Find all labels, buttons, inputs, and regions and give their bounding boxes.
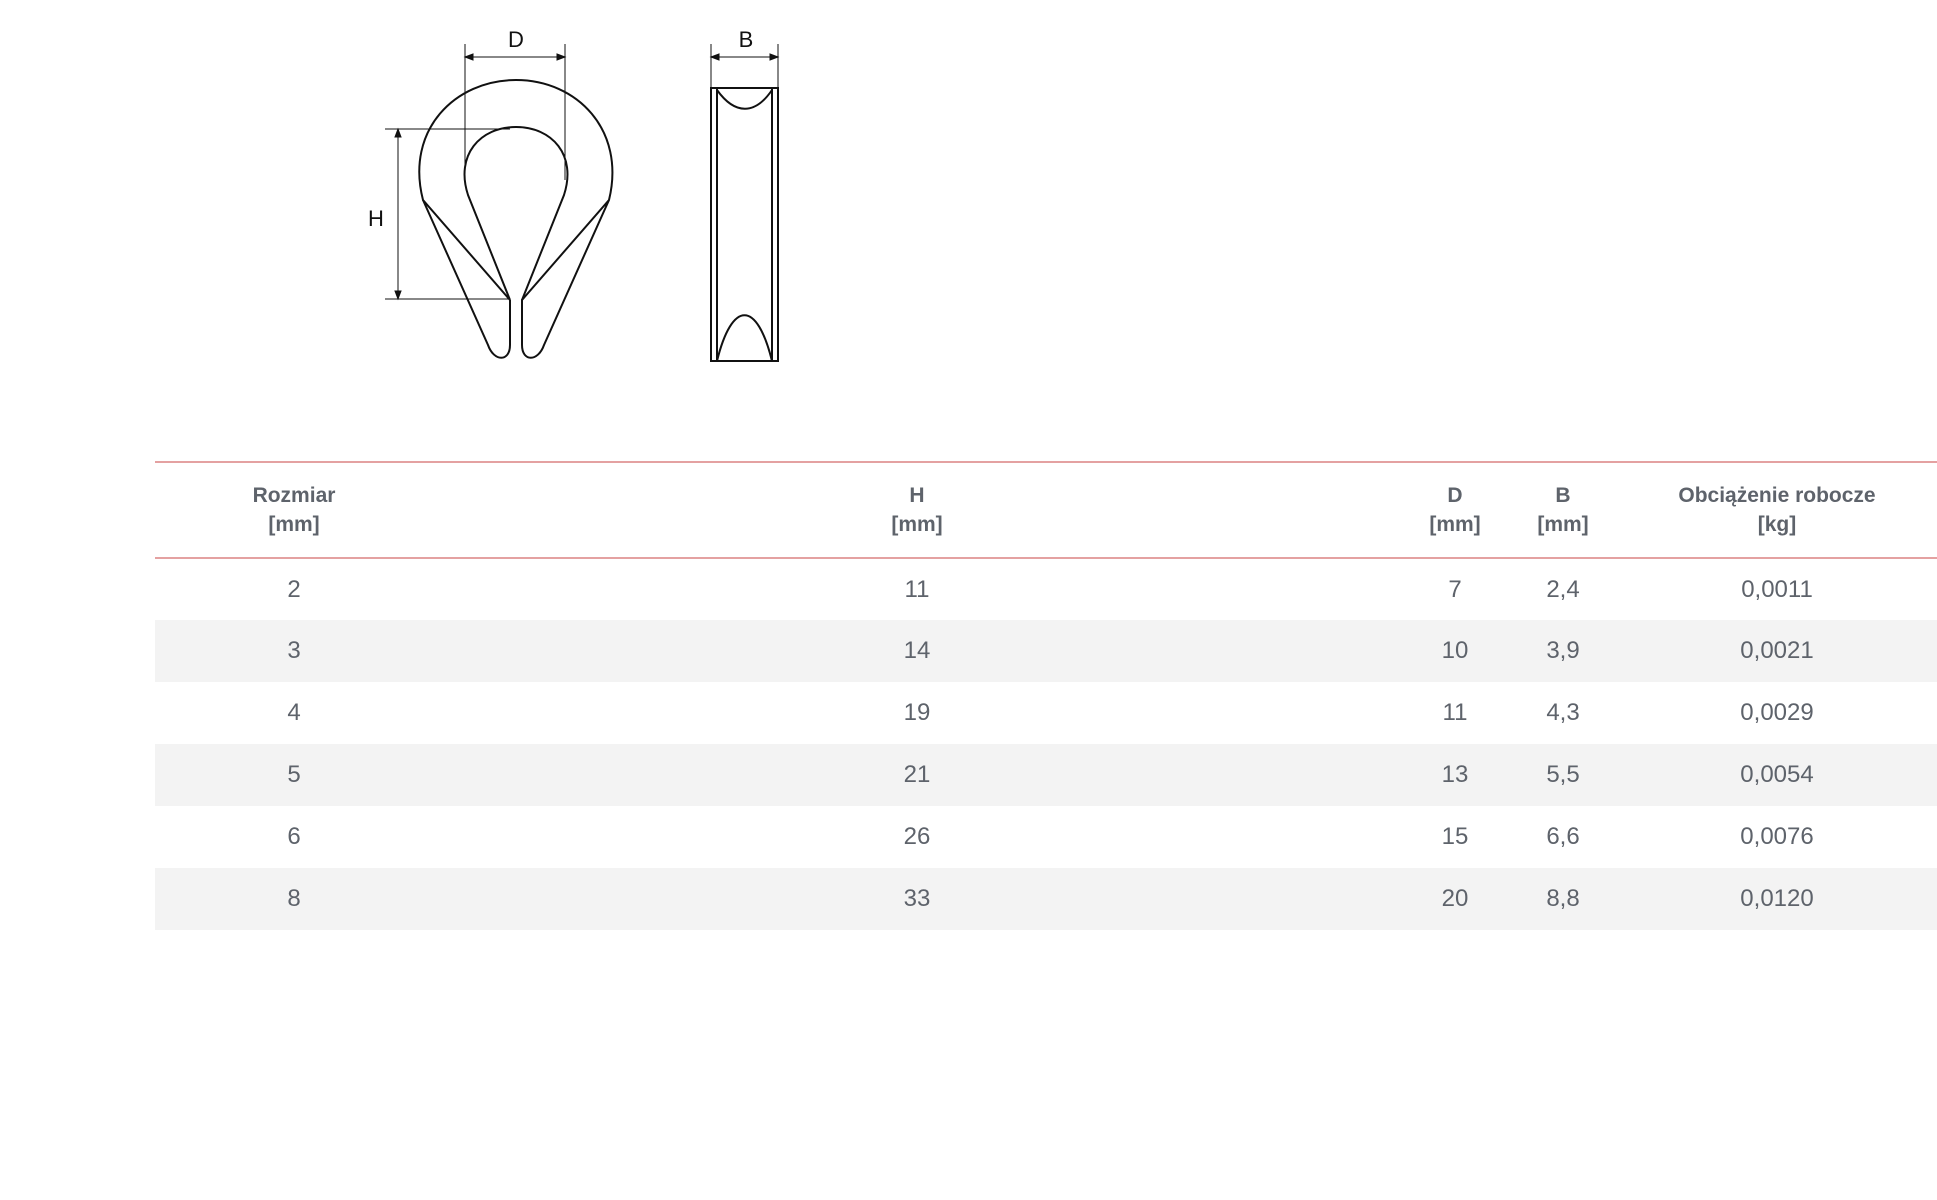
- cell-load: 0,0076: [1740, 823, 1814, 850]
- cell-b: 8,8: [1546, 885, 1580, 912]
- cell-size: 8: [287, 885, 301, 912]
- cell-h: 21: [903, 761, 931, 788]
- cell-d: 11: [1442, 699, 1468, 726]
- cell-b: 2,4: [1546, 575, 1580, 603]
- header-working-load: Obciążenie robocze [kg]: [1678, 484, 1876, 536]
- cell-size: 2: [287, 575, 301, 603]
- cell-load: 0,0011: [1741, 575, 1813, 603]
- cell-size: 5: [287, 761, 301, 788]
- dimension-h: [385, 129, 510, 299]
- table-row: [155, 868, 1937, 930]
- cell-d: 13: [1441, 761, 1469, 788]
- dimension-d: [465, 44, 565, 180]
- cell-d: 10: [1441, 637, 1469, 664]
- table-body: [155, 558, 1937, 930]
- header-d: D [mm]: [1429, 484, 1481, 536]
- cell-h: 26: [903, 823, 931, 850]
- cell-size: 4: [287, 699, 301, 726]
- label-b: B: [738, 27, 754, 52]
- table-header: [155, 462, 1937, 558]
- header-size: Rozmiar [mm]: [252, 484, 336, 536]
- cell-h: 11: [904, 575, 930, 603]
- cell-load: 0,0054: [1740, 761, 1814, 788]
- label-h: H: [368, 206, 384, 231]
- header-h: H [mm]: [891, 484, 943, 536]
- cell-d: 7: [1448, 575, 1462, 603]
- cell-b: 6,6: [1546, 823, 1580, 850]
- thimble-outer-outline: [419, 80, 612, 358]
- cell-b: 3,9: [1546, 637, 1580, 664]
- cell-size: 6: [287, 823, 301, 850]
- header-b: B [mm]: [1537, 484, 1589, 536]
- cell-d: 20: [1441, 885, 1469, 912]
- cell-size: 3: [287, 637, 301, 664]
- thimble-front-view: [419, 80, 612, 358]
- cell-load: 0,0120: [1740, 885, 1814, 912]
- table-row: [155, 558, 1937, 620]
- cell-d: 15: [1441, 823, 1469, 850]
- cell-load: 0,0021: [1740, 637, 1814, 664]
- header-row: [155, 462, 1937, 558]
- table-row: [155, 806, 1937, 868]
- cell-h: 14: [903, 637, 931, 664]
- cell-h: 33: [903, 885, 931, 912]
- cell-b: 5,5: [1546, 761, 1580, 788]
- thimble-inner-outline: [465, 127, 568, 300]
- cell-b: 4,3: [1546, 699, 1580, 726]
- label-d: D: [508, 27, 524, 52]
- thimble-side-view: [711, 88, 778, 361]
- spec-table: [155, 461, 1937, 930]
- table-row: [155, 620, 1937, 682]
- table-row: [155, 744, 1937, 806]
- thimble-diagram: [0, 0, 1200, 400]
- cell-load: 0,0029: [1740, 699, 1814, 726]
- cell-h: 19: [903, 699, 931, 726]
- table-row: [155, 682, 1937, 744]
